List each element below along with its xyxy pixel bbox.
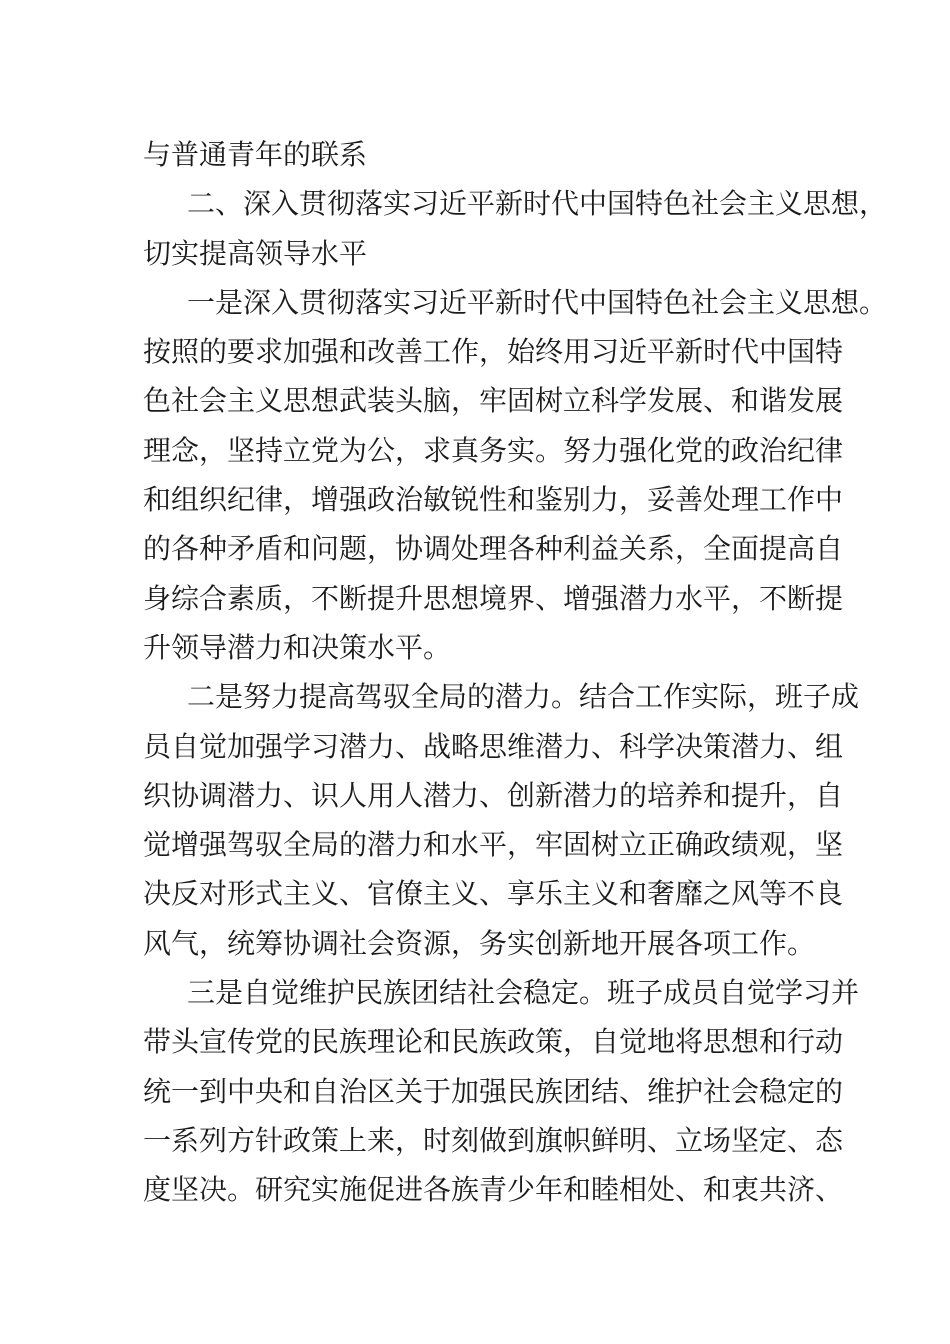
section-heading-line-2: 切实提高领导水平 <box>143 236 368 270</box>
paragraph-1-line-6: 的各种矛盾和问题，协调处理各种利益关系，全面提高自 <box>143 532 844 566</box>
paragraph-2-line-3: 织协调潜力、识人用人潜力、创新潜力的培养和提升，自 <box>143 778 844 812</box>
paragraph-3-line-4: 一系列方针政策上来，时刻做到旗帜鲜明、立场坚定、态 <box>143 1123 844 1157</box>
paragraph-1-line-3: 色社会主义思想武装头脑，牢固树立科学发展、和谐发展 <box>143 384 844 418</box>
paragraph-2-line-6: 风气，统筹协调社会资源，务实创新地开展各项工作。 <box>143 926 816 960</box>
paragraph-3-line-5: 度坚决。研究实施促进各族青少年和睦相处、和衷共济、 <box>143 1173 844 1207</box>
paragraph-1-line-4: 理念，坚持立党为公，求真务实。努力强化党的政治纪律 <box>143 433 844 467</box>
paragraph-2-line-5: 决反对形式主义、官僚主义、享乐主义和奢靡之风等不良 <box>143 877 844 911</box>
paragraph-1-line-1: 一是深入贯彻落实习近平新时代中国特色社会主义思想。 <box>187 285 888 319</box>
paragraph-1-line-8: 升领导潜力和决策水平。 <box>143 630 452 664</box>
paragraph-3-line-3: 统一到中央和自治区关于加强民族团结、维护社会稳定的 <box>143 1074 844 1108</box>
paragraph-3-line-1: 三是自觉维护民族团结社会稳定。班子成员自觉学习并 <box>187 976 860 1010</box>
paragraph-1-line-2: 按照的要求加强和改善工作，始终用习近平新时代中国特 <box>143 335 844 369</box>
paragraph-2-line-2: 员自觉加强学习潜力、战略思维潜力、科学决策潜力、组 <box>143 729 844 763</box>
paragraph-2-line-1: 二是努力提高驾驭全局的潜力。结合工作实际，班子成 <box>187 680 860 714</box>
paragraph-2-line-4: 觉增强驾驭全局的潜力和水平，牢固树立正确政绩观，坚 <box>143 828 844 862</box>
section-heading-line-1: 二、深入贯彻落实习近平新时代中国特色社会主义思想， <box>187 187 888 221</box>
document-body <box>143 130 888 1215</box>
text-line-1: 与普通青年的联系 <box>143 138 368 171</box>
paragraph-3-line-2: 带头宣传党的民族理论和民族政策，自觉地将思想和行动 <box>143 1025 844 1059</box>
paragraph-1-line-7: 身综合素质，不断提升思想境界、增强潜力水平，不断提 <box>143 581 844 615</box>
paragraph-1-line-5: 和组织纪律，增强政治敏锐性和鉴别力，妥善处理工作中 <box>143 483 844 517</box>
